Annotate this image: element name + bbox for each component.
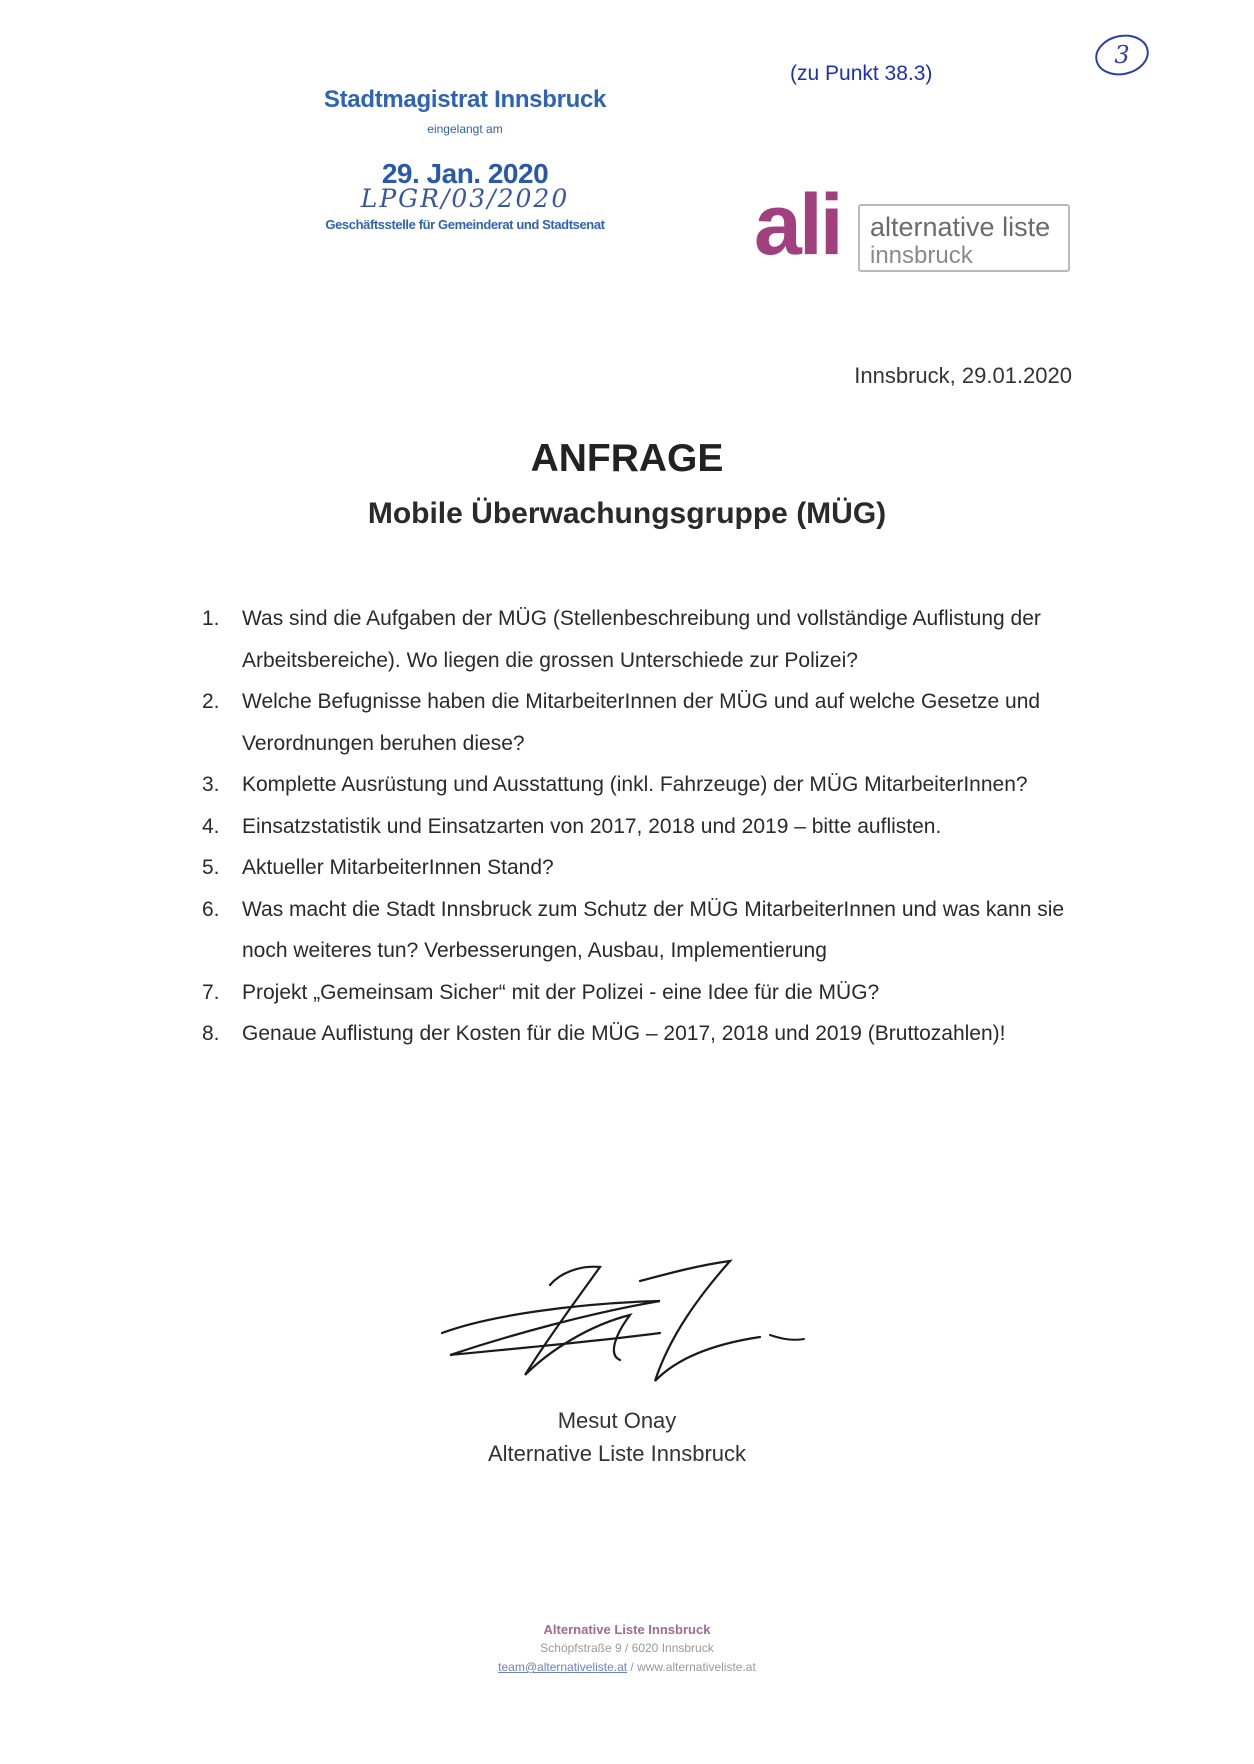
party-logo xyxy=(754,177,1074,278)
footer-address: Schöpfstraße 9 / 6020 Innsbruck xyxy=(540,1641,714,1655)
question-number: 3. xyxy=(202,773,220,796)
question-item xyxy=(202,1013,1082,1055)
question-item xyxy=(202,598,1082,681)
document-subtitle: Mobile Überwachungsgruppe (MÜG) xyxy=(367,497,887,530)
stamp-office: Stadtmagistrat Innsbruck xyxy=(323,86,607,113)
stamp-department: Geschäftsstelle für Gemeinderat und Stadtsenat xyxy=(325,217,605,232)
stamp-date: 29. Jan. 2020 xyxy=(381,158,549,189)
question-text: Projekt „Gemeinsam Sicher“ mit der Polizei - eine Idee für die MÜG? xyxy=(242,980,880,1004)
signer-organization: Alternative Liste Innsbruck xyxy=(487,1441,747,1466)
handwritten-signature xyxy=(430,1255,830,1395)
question-number: 7. xyxy=(202,980,220,1004)
question-text: Was sind die Aufgaben der MÜG (Stellenbeschreibung und vollständige Auflistung der Arbeitsbereiche). Wo liegen die grossen Unterschiede zur Polizei? xyxy=(242,607,1041,672)
question-item xyxy=(202,972,1082,1014)
place-date: Innsbruck, 29.01.2020 xyxy=(854,363,1072,388)
question-number: 1. xyxy=(202,607,220,630)
received-stamp xyxy=(295,86,635,246)
logo-city: innsbruck xyxy=(870,242,973,269)
question-item xyxy=(202,889,1082,972)
logo-name: alternative liste xyxy=(870,212,1051,242)
question-text: Komplette Ausrüstung und Ausstattung (inkl. Fahrzeuge) der MÜG MitarbeiterInnen? xyxy=(242,773,1028,796)
question-text: Aktueller MitarbeiterInnen Stand? xyxy=(242,856,554,879)
question-number: 6. xyxy=(202,897,220,921)
question-number: 4. xyxy=(202,814,220,838)
question-number: 5. xyxy=(202,856,220,879)
question-list xyxy=(202,598,1082,1055)
footer-organization: Alternative Liste Innsbruck xyxy=(543,1622,711,1637)
page-number-circle xyxy=(1092,30,1152,80)
footer-website-link[interactable]: www.alternativeliste.at xyxy=(637,1660,756,1674)
question-item xyxy=(202,806,1082,848)
footer-separator: / xyxy=(627,1660,638,1674)
footer-contact xyxy=(0,1660,1254,1674)
logo-mark: ali xyxy=(754,177,841,273)
question-text: Was macht die Stadt Innsbruck zum Schutz der MÜG MitarbeiterInnen und was kann sie noch weiteres tun? Verbesserungen, Ausbau, Implementierung xyxy=(242,897,1065,962)
question-item xyxy=(202,764,1082,806)
stamp-file-number: LPGR/03/2020 xyxy=(360,184,570,213)
question-item xyxy=(202,681,1082,764)
question-number: 2. xyxy=(202,690,220,713)
reference-note: (zu Punkt 38.3) xyxy=(790,62,933,85)
stamp-received-label: eingelangt am xyxy=(427,122,503,136)
question-text: Genaue Auflistung der Kosten für die MÜG – 2017, 2018 und 2019 (Bruttozahlen)! xyxy=(242,1022,1006,1045)
page-number: 3 xyxy=(1114,41,1130,69)
question-text: Einsatzstatistik und Einsatzarten von 2017, 2018 und 2019 – bitte auflisten. xyxy=(242,814,942,838)
question-text: Welche Befugnisse haben die MitarbeiterInnen der MÜG und auf welche Gesetze und Verordnungen beruhen diese? xyxy=(242,690,1041,755)
logo-text-box xyxy=(858,204,1070,272)
footer-email-link[interactable]: team@alternativeliste.at xyxy=(498,1660,628,1674)
document-title: ANFRAGE xyxy=(530,437,724,480)
signer-name: Mesut Onay xyxy=(557,1408,677,1433)
question-number: 8. xyxy=(202,1022,220,1045)
question-item xyxy=(202,847,1082,889)
